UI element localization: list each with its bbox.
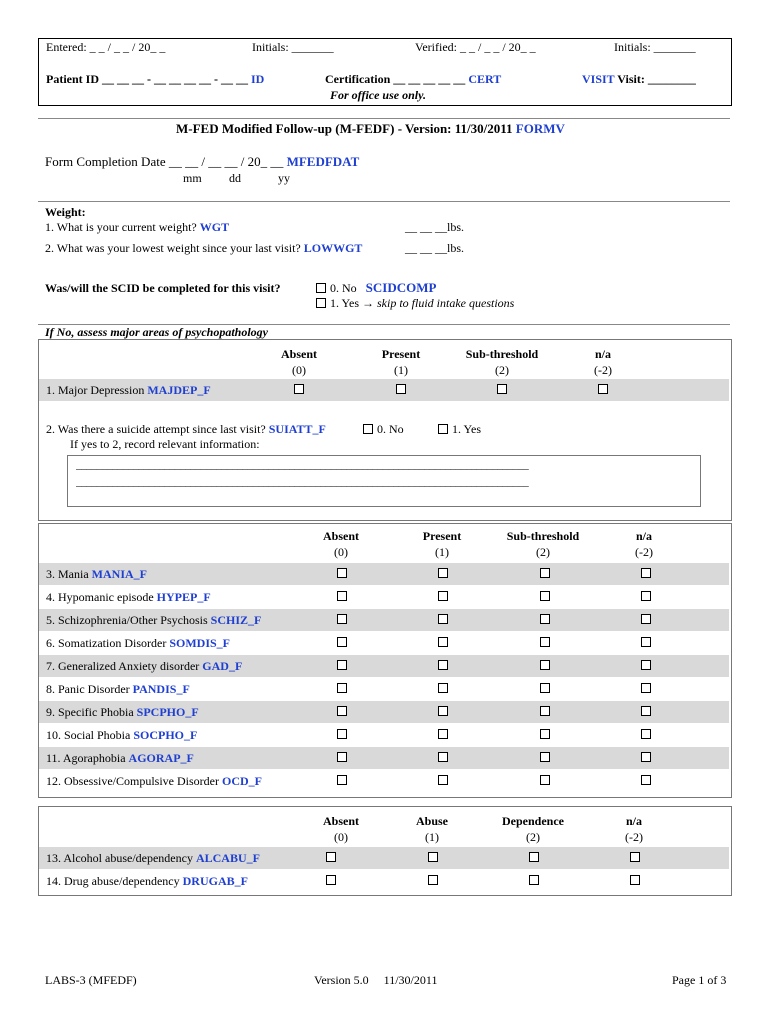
row-label: 12. Obsessive/Compulsive Disorder <box>46 774 219 788</box>
checkbox-icon[interactable] <box>337 591 347 601</box>
col-na: n/a (-2) <box>594 347 612 377</box>
col-na: n/a (-2) <box>625 814 643 844</box>
checkbox-icon[interactable] <box>641 706 651 716</box>
scid-yes-option[interactable]: 1. Yes → skip to fluid intake questions <box>316 296 514 311</box>
variable-code: PANDIS_F <box>132 682 190 696</box>
table-row-disorder <box>46 590 211 605</box>
verified-field[interactable]: Verified: _ _ / _ _ / 20_ _ <box>415 40 536 54</box>
checkbox-icon[interactable] <box>540 752 550 762</box>
form-version-code: FORMV <box>515 121 565 136</box>
col-subthreshold: Sub-threshold (2) <box>465 347 539 377</box>
table-row-disorder <box>46 659 242 674</box>
footer-version: Version 5.0 11/30/2011 <box>314 973 438 987</box>
patient-id-code: ID <box>250 72 265 86</box>
row-label: 8. Panic Disorder <box>46 682 130 696</box>
initials-field-2[interactable]: Initials: _______ <box>614 40 696 54</box>
checkbox-icon[interactable] <box>438 683 448 693</box>
suicide-yes-option[interactable]: 1. Yes <box>438 422 481 437</box>
checkbox-icon[interactable] <box>438 775 448 785</box>
checkbox-icon[interactable] <box>540 706 550 716</box>
checkbox-icon[interactable] <box>641 591 651 601</box>
lowest-weight-question: 2. What was your lowest weight since your last visit? LOWWGT <box>45 241 363 255</box>
checkbox-icon[interactable] <box>641 729 651 739</box>
checkbox-icon[interactable] <box>529 852 539 862</box>
checkbox-icon[interactable] <box>294 384 304 394</box>
checkbox-icon[interactable] <box>363 424 373 434</box>
form-title: M-FED Modified Follow-up (M-FEDF) - Version: 11/30/2011 FORMV <box>176 121 565 136</box>
table-row-disorder <box>46 636 230 651</box>
completion-date-row <box>45 154 359 170</box>
col-na: n/a (-2) <box>635 529 653 559</box>
visit-code: VISIT <box>582 72 615 86</box>
checkbox-icon[interactable] <box>438 614 448 624</box>
suicide-info-line-2[interactable]: _______________________________________________________________________________________ <box>76 476 529 488</box>
checkbox-icon[interactable] <box>337 752 347 762</box>
checkbox-icon[interactable] <box>337 568 347 578</box>
checkbox-icon[interactable] <box>316 283 326 293</box>
row-label: 14. Drug abuse/dependency <box>46 874 180 888</box>
variable-code: HYPEP_F <box>156 590 211 604</box>
date-dd-label: dd <box>229 171 241 185</box>
psychopathology-heading: If No, assess major areas of psychopathology <box>45 325 269 339</box>
checkbox-icon[interactable] <box>438 660 448 670</box>
col-present: Present (1) <box>381 347 421 377</box>
checkbox-icon[interactable] <box>428 852 438 862</box>
visit-field[interactable]: Visit: ________ <box>617 72 696 86</box>
col-absent: Absent (0) <box>322 814 359 844</box>
checkbox-icon[interactable] <box>540 775 550 785</box>
certification-row <box>325 72 501 87</box>
checkbox-icon[interactable] <box>540 568 550 578</box>
row-label: 6. Somatization Disorder <box>46 636 167 650</box>
checkbox-icon[interactable] <box>641 775 651 785</box>
suicide-note: If yes to 2, record relevant information: <box>70 437 260 451</box>
checkbox-icon[interactable] <box>396 384 406 394</box>
variable-code: SOMDIS_F <box>169 636 230 650</box>
lowest-weight-field[interactable]: __ __ __lbs. <box>405 241 465 255</box>
certification-code: CERT <box>468 72 502 86</box>
checkbox-icon[interactable] <box>641 614 651 624</box>
checkbox-icon[interactable] <box>337 706 347 716</box>
col-subthreshold: Sub-threshold (2) <box>506 529 580 559</box>
table-row-substance <box>46 851 260 866</box>
checkbox-icon[interactable] <box>540 729 550 739</box>
table-row-disorder <box>46 613 261 628</box>
checkbox-icon[interactable] <box>438 424 448 434</box>
checkbox-icon[interactable] <box>529 875 539 885</box>
checkbox-icon[interactable] <box>438 637 448 647</box>
checkbox-icon[interactable] <box>438 568 448 578</box>
variable-code: OCD_F <box>222 774 262 788</box>
checkbox-icon[interactable] <box>641 637 651 647</box>
row-label: 11. Agoraphobia <box>46 751 126 765</box>
table-row-major-depression: 1. Major Depression MAJDEP_F <box>46 383 211 397</box>
checkbox-icon[interactable] <box>438 729 448 739</box>
table-row-disorder <box>46 751 194 766</box>
row-label: 10. Social Phobia <box>46 728 131 742</box>
checkbox-icon[interactable] <box>326 875 336 885</box>
divider <box>38 118 730 119</box>
checkbox-icon[interactable] <box>540 660 550 670</box>
checkbox-icon[interactable] <box>540 637 550 647</box>
suicide-info-line-1[interactable]: _______________________________________________________________________________________ <box>76 459 529 471</box>
table-row-disorder <box>46 728 197 743</box>
scid-code: SCIDCOMP <box>365 280 437 295</box>
checkbox-icon[interactable] <box>641 683 651 693</box>
col-absent: Absent (0) <box>322 529 359 559</box>
divider <box>38 201 730 202</box>
completion-date-field[interactable]: Form Completion Date __ __ / __ __ / 20_ __ <box>45 154 284 169</box>
checkbox-icon[interactable] <box>337 614 347 624</box>
scid-question: Was/will the SCID be completed for this visit? <box>45 281 281 295</box>
current-weight-code: WGT <box>199 220 230 234</box>
current-weight-question: 1. What is your current weight? WGT <box>45 220 230 234</box>
checkbox-icon[interactable] <box>540 683 550 693</box>
variable-code: ALCABU_F <box>195 851 260 865</box>
weight-heading: Weight: <box>45 205 86 219</box>
variable-code: SPCPHO_F <box>136 705 199 719</box>
checkbox-icon[interactable] <box>438 591 448 601</box>
checkbox-icon[interactable] <box>438 706 448 716</box>
row-label: 3. Mania <box>46 567 89 581</box>
scid-no-option[interactable]: 0. No SCIDCOMP <box>316 280 436 296</box>
patient-id-row <box>46 72 264 87</box>
checkbox-icon[interactable] <box>428 875 438 885</box>
variable-code: SCHIZ_F <box>210 613 262 627</box>
suicide-no-option[interactable]: 0. No <box>363 422 404 437</box>
footer-form-id: LABS-3 (MFEDF) <box>45 973 137 987</box>
table-row-disorder <box>46 774 262 789</box>
checkbox-icon[interactable] <box>337 660 347 670</box>
table-row-disorder <box>46 567 147 582</box>
office-use-note: For office use only. <box>330 88 426 102</box>
date-yy-label: yy <box>278 171 290 185</box>
checkbox-icon[interactable] <box>326 852 336 862</box>
entered-field[interactable]: Entered: _ _ / _ _ / 20_ _ <box>46 40 166 54</box>
suicide-attempt-question: 2. Was there a suicide attempt since last visit? SUIATT_F <box>46 422 326 436</box>
row-label: 4. Hypomanic episode <box>46 590 154 604</box>
current-weight-field[interactable]: __ __ __lbs. <box>405 220 465 234</box>
row-label: 9. Specific Phobia <box>46 705 134 719</box>
checkbox-icon[interactable] <box>641 568 651 578</box>
table-row-disorder <box>46 682 190 697</box>
footer-page-number: Page 1 of 3 <box>672 973 727 987</box>
major-depression-code: MAJDEP_F <box>147 383 211 397</box>
checkbox-icon[interactable] <box>438 752 448 762</box>
checkbox-icon[interactable] <box>337 775 347 785</box>
checkbox-icon[interactable] <box>540 591 550 601</box>
suicide-attempt-code: SUIATT_F <box>268 422 326 436</box>
checkbox-icon[interactable] <box>630 852 640 862</box>
checkbox-icon[interactable] <box>540 614 550 624</box>
checkbox-icon[interactable] <box>337 637 347 647</box>
variable-code: MANIA_F <box>91 567 147 581</box>
checkbox-icon[interactable] <box>630 875 640 885</box>
initials-field-1[interactable]: Initials: _______ <box>252 40 334 54</box>
certification-field[interactable]: Certification __ __ __ __ __ <box>325 72 466 86</box>
checkbox-icon[interactable] <box>641 660 651 670</box>
date-mm-label: mm <box>183 171 202 185</box>
variable-code: AGORAP_F <box>128 751 194 765</box>
variable-code: GAD_F <box>202 659 243 673</box>
col-dependence: Dependence (2) <box>502 814 564 844</box>
row-label: 13. Alcohol abuse/dependency <box>46 851 193 865</box>
visit-row <box>582 72 696 87</box>
variable-code: DRUGAB_F <box>182 874 248 888</box>
completion-date-code: MFEDFDAT <box>286 154 360 169</box>
col-absent: Absent (0) <box>280 347 317 377</box>
row-label: 7. Generalized Anxiety disorder <box>46 659 200 673</box>
lowest-weight-code: LOWWGT <box>303 241 363 255</box>
table-row-substance <box>46 874 248 889</box>
skip-note: → skip to fluid intake questions <box>362 296 515 310</box>
patient-id-field[interactable]: Patient ID __ __ __ - __ __ __ __ - __ __ <box>46 72 248 86</box>
checkbox-icon[interactable] <box>316 298 326 308</box>
checkbox-icon[interactable] <box>497 384 507 394</box>
checkbox-icon[interactable] <box>641 752 651 762</box>
checkbox-icon[interactable] <box>337 729 347 739</box>
checkbox-icon[interactable] <box>337 683 347 693</box>
checkbox-icon[interactable] <box>598 384 608 394</box>
variable-code: SOCPHO_F <box>133 728 198 742</box>
table-row-disorder <box>46 705 199 720</box>
col-present: Present (1) <box>422 529 462 559</box>
col-abuse: Abuse (1) <box>415 814 448 844</box>
row-label: 5. Schizophrenia/Other Psychosis <box>46 613 208 627</box>
